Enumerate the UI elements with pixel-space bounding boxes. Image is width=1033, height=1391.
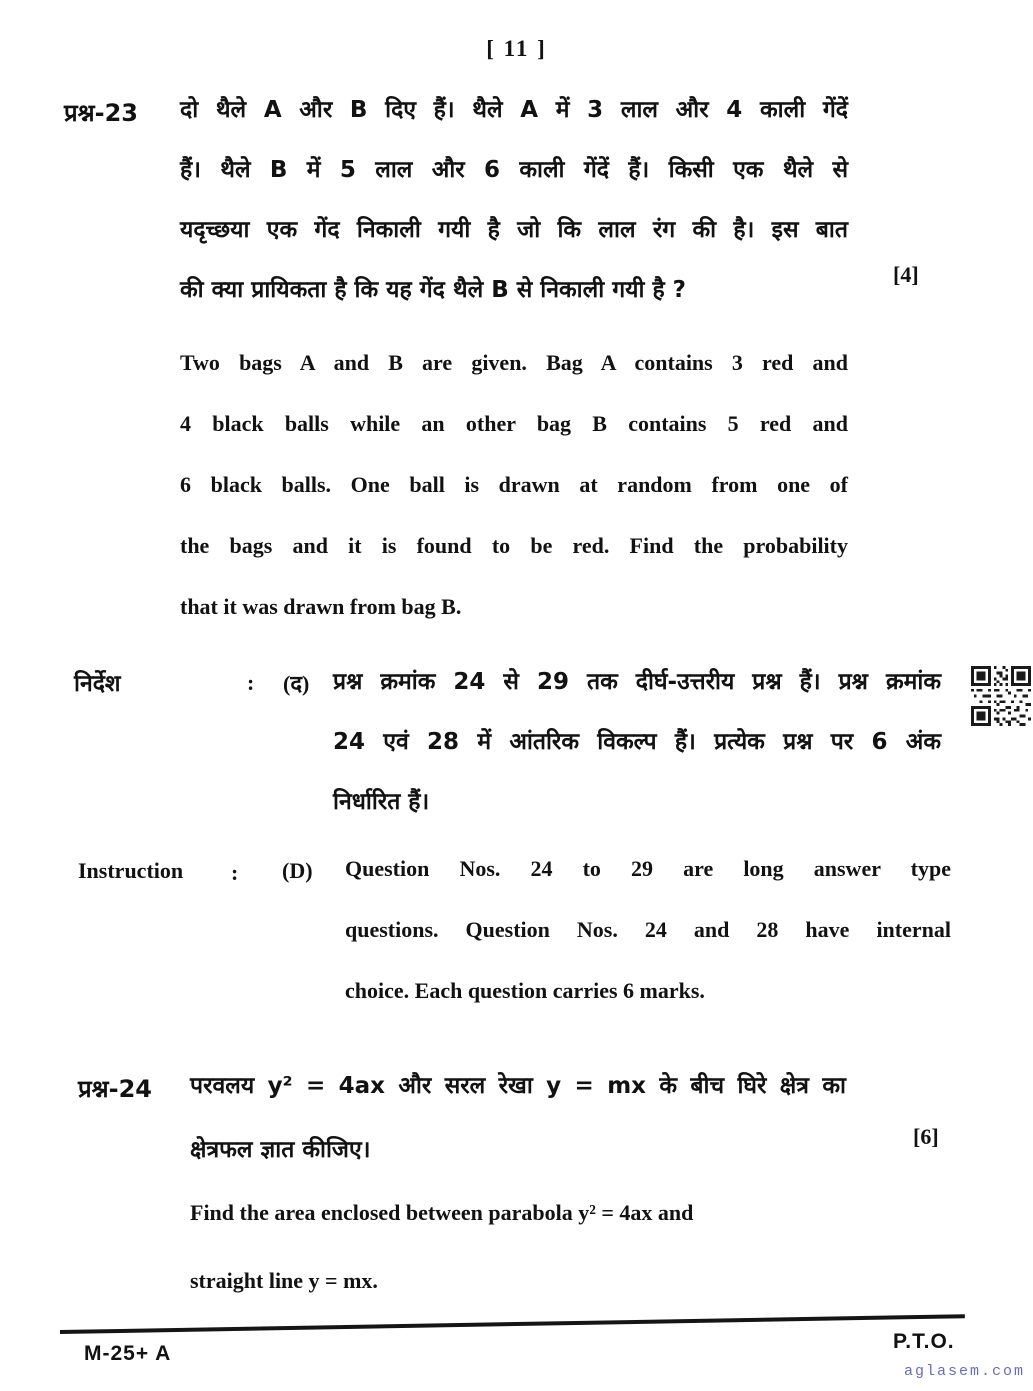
text-line: हैं। थैले B में 5 लाल और 6 काली गेंदें हैं। किसी एक थैले से bbox=[180, 157, 848, 183]
question-24-label: प्रश्न-24 bbox=[78, 1075, 152, 1103]
text-line: दो थैले A और B दिए हैं। थैले A में 3 लाल और 4 काली गेंदें bbox=[180, 97, 848, 123]
text-line: straight line y = mx. bbox=[190, 1268, 378, 1293]
text-line: choice. Each question carries 6 marks. bbox=[345, 978, 705, 1003]
text-line: यदृच्छया एक गेंद निकाली गयी है जो कि लाल रंग की है। इस बात bbox=[180, 217, 848, 243]
text-line: questions. Question Nos. 24 and 28 have internal bbox=[345, 917, 951, 942]
page-number: [ 11 ] bbox=[486, 36, 547, 61]
text-line: Find the area enclosed between parabola y² = 4ax and bbox=[190, 1200, 694, 1225]
instruction-hindi-label: निर्देश bbox=[74, 671, 121, 697]
question-23-hindi-paragraph bbox=[180, 92, 848, 332]
text-line: the bags and it is found to be red. Find the probability bbox=[180, 533, 848, 558]
text-line: की क्या प्रायिकता है कि यह गेंद थैले B से निकाली गयी है ? bbox=[180, 277, 687, 303]
question-23-marks: [4] bbox=[893, 262, 919, 287]
text-line: प्रश्न क्रमांक 24 से 29 तक दीर्घ-उत्तरीय प्रश्न हैं। प्रश्न क्रमांक bbox=[333, 669, 941, 695]
question-24-english-paragraph bbox=[190, 1200, 870, 1328]
question-24-hindi-paragraph bbox=[190, 1068, 846, 1192]
instruction-hindi-colon: : bbox=[247, 670, 255, 695]
text-line: 6 black balls. One ball is drawn at random from one of bbox=[180, 472, 848, 497]
question-23-label: प्रश्न-23 bbox=[64, 99, 138, 127]
instruction-hindi-item: (द) bbox=[283, 671, 310, 696]
paper-code: M-25+ A bbox=[84, 1342, 172, 1365]
text-line: क्षेत्रफल ज्ञात कीजिए। bbox=[190, 1137, 371, 1163]
text-line: that it was drawn from bag B. bbox=[180, 594, 462, 619]
pto-label: P.T.O. bbox=[893, 1330, 955, 1353]
question-24-marks: [6] bbox=[913, 1124, 939, 1149]
instruction-english-label: Instruction bbox=[78, 858, 184, 883]
watermark: aglasem.com bbox=[903, 1363, 1025, 1380]
text-line: Question Nos. 24 to 29 are long answer type bbox=[345, 856, 951, 881]
text-line: 24 एवं 28 में आंतरिक विकल्प हैं। प्रत्येक प्रश्न पर 6 अंक bbox=[333, 729, 941, 755]
text-line: Two bags A and B are given. Bag A contains 3 red and bbox=[180, 350, 848, 375]
text-line: 4 black balls while an other bag B contains 5 red and bbox=[180, 411, 848, 436]
text-line: निर्धारित हैं। bbox=[333, 789, 430, 815]
text-line: परवलय y² = 4ax और सरल रेखा y = mx के बीच घिरे क्षेत्र का bbox=[190, 1073, 846, 1099]
question-23-english-paragraph bbox=[180, 350, 848, 655]
qr-code bbox=[971, 666, 1031, 726]
instruction-english-paragraph bbox=[345, 856, 951, 1039]
instruction-english-colon: : bbox=[231, 860, 239, 885]
instruction-english-item: (D) bbox=[282, 858, 313, 883]
instruction-hindi-paragraph bbox=[333, 664, 941, 844]
